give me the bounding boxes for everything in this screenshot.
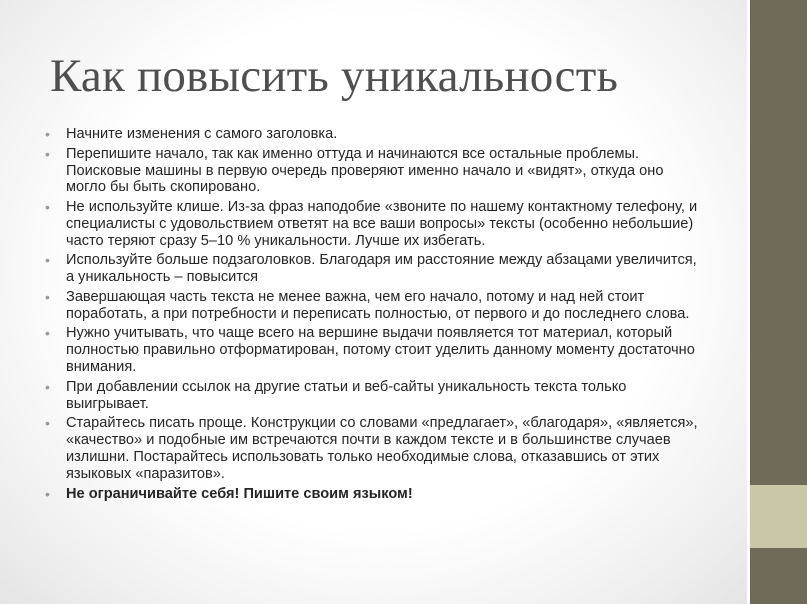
bullet-dot-icon: •: [45, 145, 50, 162]
bullet-item: • Начните изменения с самого заголовка.: [45, 126, 338, 142]
bullet-dot-icon: •: [45, 415, 50, 432]
bullet-dot-icon: •: [45, 288, 50, 305]
bullet-item: • При добавлении ссылок на другие статьи и веб-сайты уникальность текста только выигрывает.: [45, 378, 627, 412]
bullet-dot-icon: •: [45, 126, 50, 142]
bullet-dot-icon: •: [45, 485, 50, 502]
bullet-dot-icon: •: [45, 325, 50, 342]
bullet-list: [45, 126, 705, 505]
decorative-sidebar-accent: [750, 485, 807, 548]
bullet-item: • Старайтесь писать проще. Конструкции со словами «предлагает», «благодаря», «является», «качество» и подобные им встречаются почти в каждом тексте и в большинстве случаев излишни. Постарайтесь использовать только необходимые слова, отказавшись от этих языковых «паразитов».: [45, 415, 698, 483]
bullet-dot-icon: •: [45, 199, 50, 215]
bullet-item: • Не используйте клише. Из-за фраз наподобие «звоните по нашему контактному телефону, и специалисты с удовольствием ответят на все ваши вопросы» тексты (особенно небольшие) часто теряют сразу 5–10 % уникальности. Лучше их избегать.: [45, 199, 698, 249]
bullet-item: • Используйте больше подзаголовков. Благодаря им расстояние между абзацами увеличится, а уникальность – повысится: [45, 252, 697, 286]
slide-title: Как повысить уникальность: [50, 50, 619, 102]
bullet-item-emphasis: • Не ограничивайте себя! Пишите своим языком!: [45, 485, 413, 502]
bullet-item: • Перепишите начало, так как именно оттуда и начинаются все остальные проблемы. Поисковые машины в первую очередь проверяют именно начало и «видят», откуда оно могло бы быть скопировано.: [45, 145, 664, 196]
bullet-dot-icon: •: [45, 252, 50, 269]
bullet-dot-icon: •: [45, 378, 50, 395]
bullet-item: • Нужно учитывать, что чаще всего на вершине выдачи появляется тот материал, который полностью правильно отформатирован, потому стоит уделить данному моменту достаточно внимания.: [45, 325, 695, 376]
bullet-item: • Завершающая часть текста не менее важна, чем его начало, потому и над ней стоит поработать, а при потребности и переписать полностью, от первого и до последнего слова.: [45, 288, 690, 322]
